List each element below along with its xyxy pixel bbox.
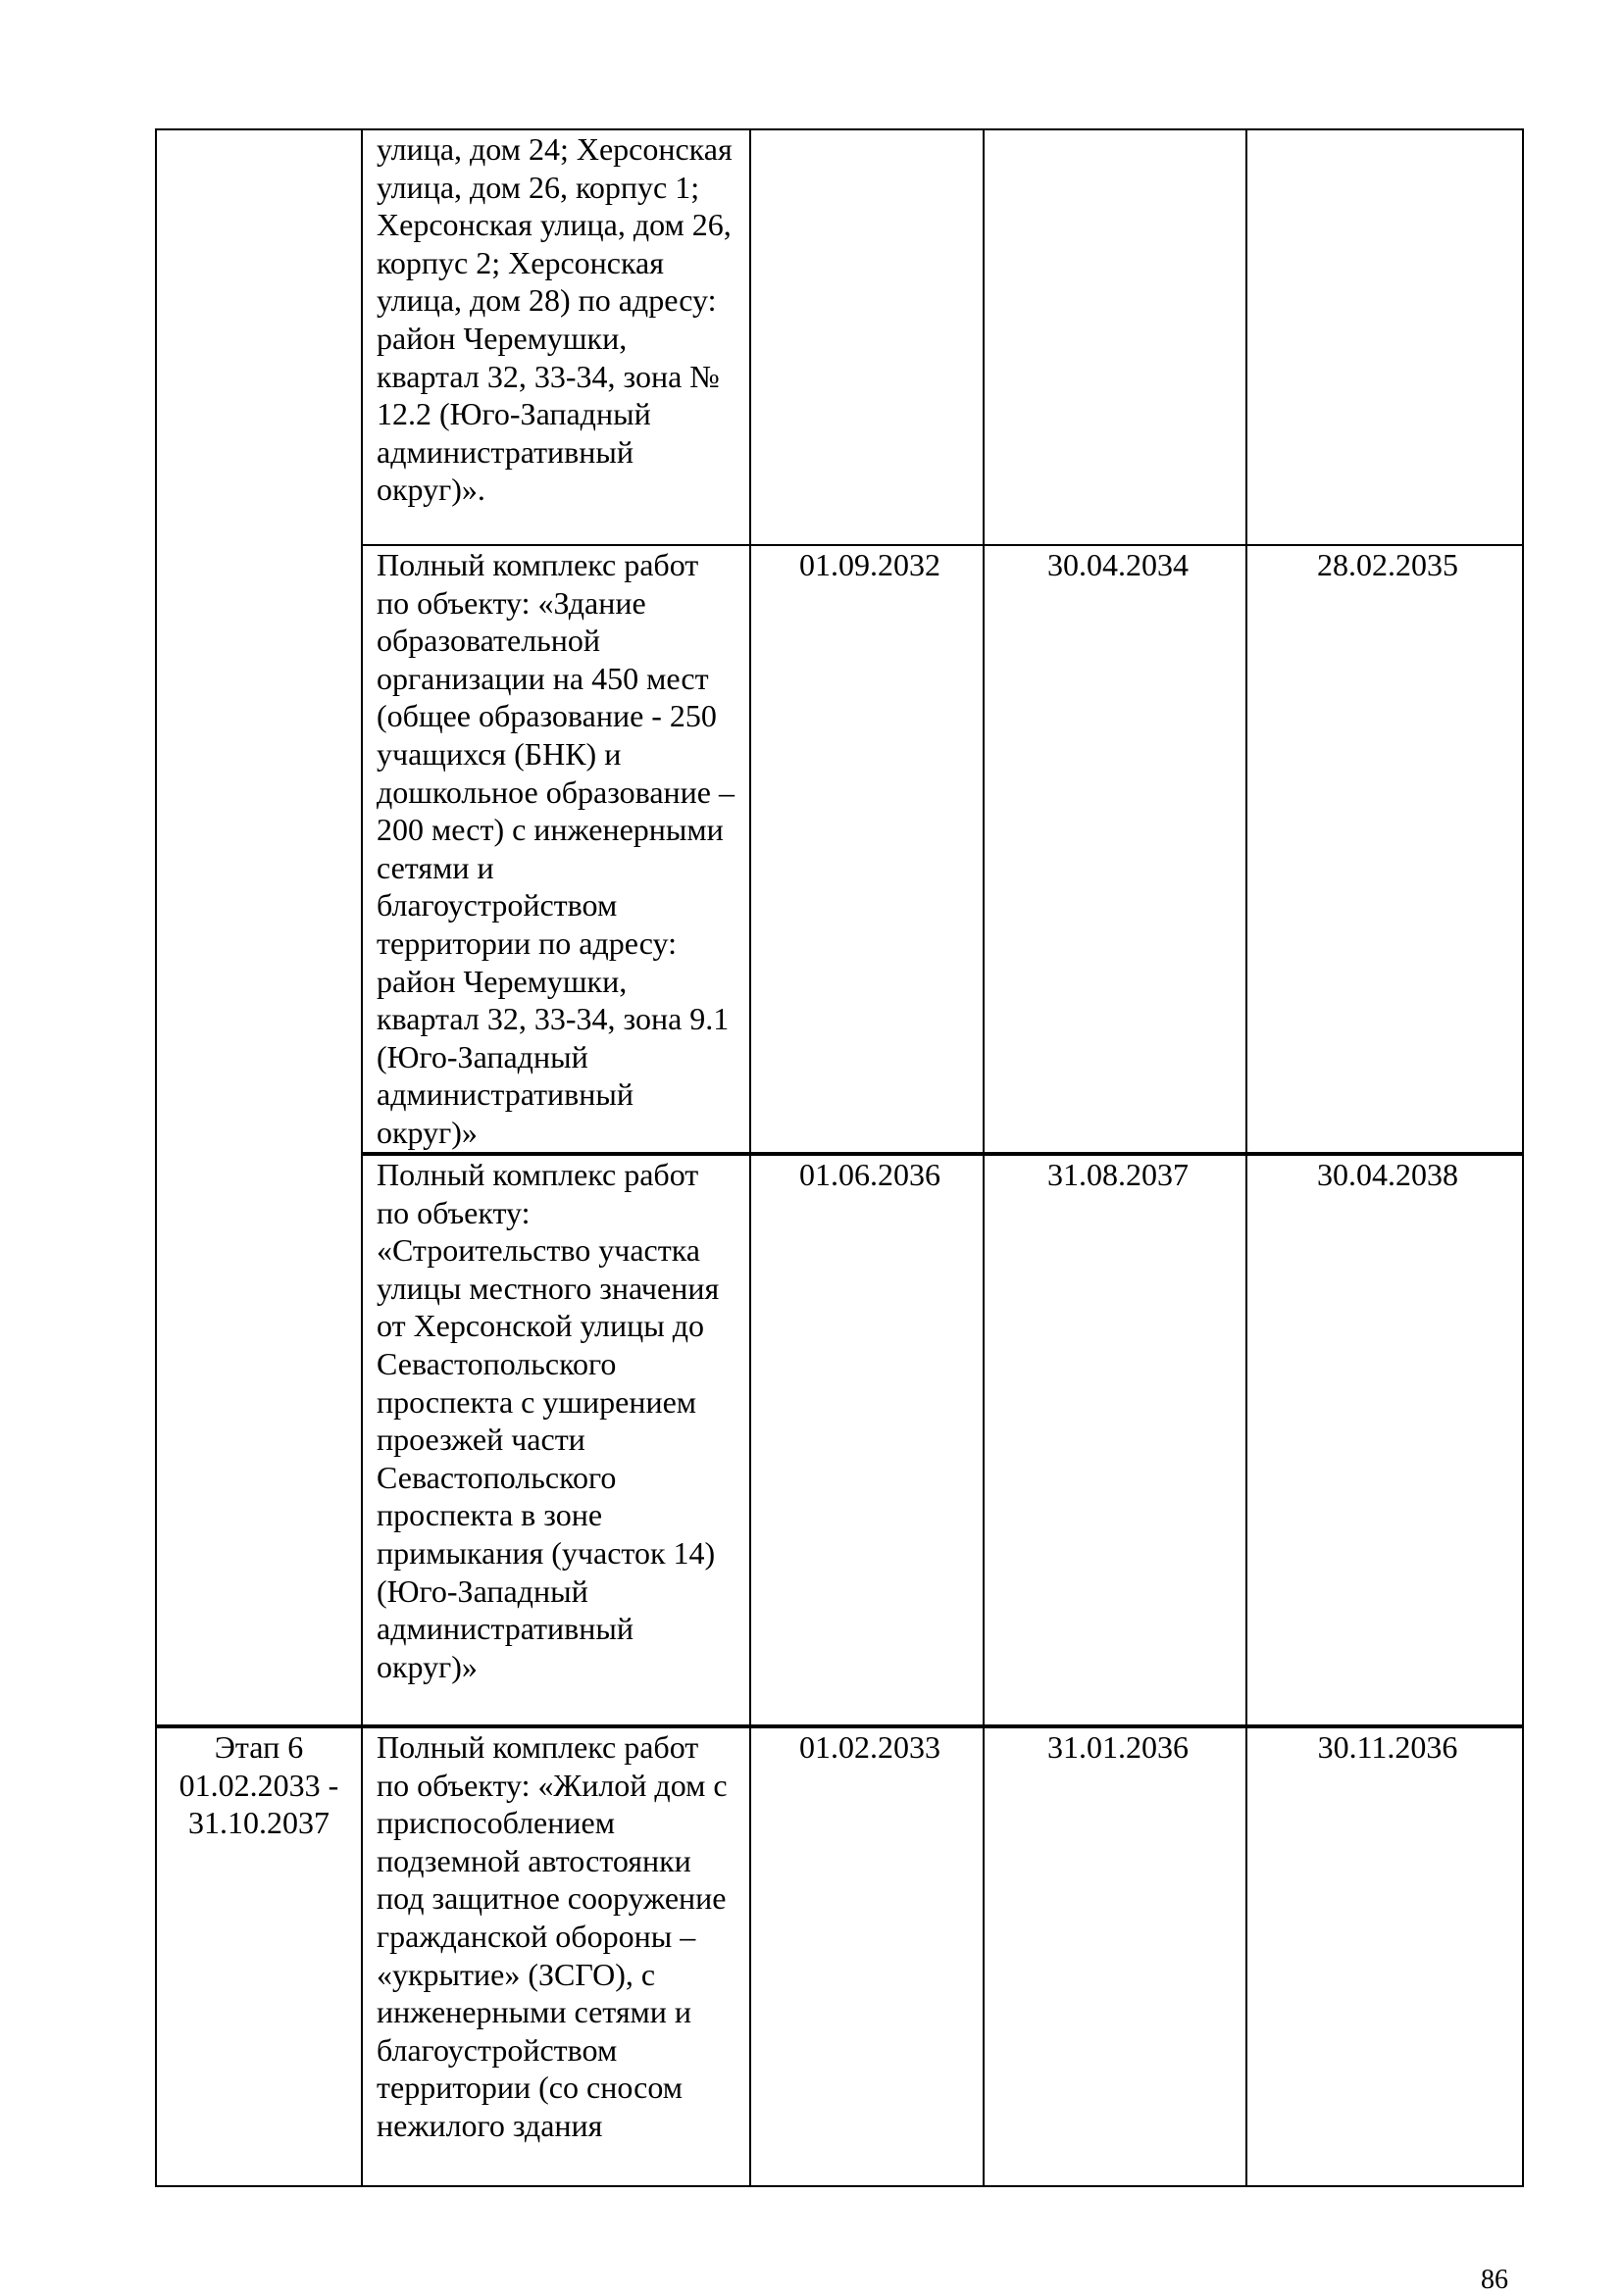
finish-date: 28.02.2035 [1317,547,1458,582]
end-date-cell [984,545,1246,1154]
work-description: Полный комплекс работ по объекту: «Здание образовательной организации на 450 мест (общее образование - 250 учащихся (БНК) и дошкольное образование – 200 мест) с инженерными сетями и благоустройством территории по адресу: район Черемушки, квартал 32, 33-34, зона 9.1 (Юго-Западный административный округ)» [377,547,735,1150]
end-date: 31.01.2036 [1047,1729,1189,1765]
end-date: 30.04.2034 [1047,547,1189,582]
schedule-table [155,128,1524,2187]
finish-date-cell [1246,1154,1523,1726]
start-date: 01.02.2033 [799,1729,940,1765]
work-description-cell [362,1154,750,1726]
table-row [156,545,1523,1154]
start-date-cell [750,545,984,1154]
stage-cell [156,1726,362,2186]
work-description-cell [362,129,750,545]
work-description: улица, дом 24; Херсонская улица, дом 26, корпус 1; Херсонская улица, дом 26, корпус 2; Херсонская улица, дом 28) по адресу: район Черемушки, квартал 32, 33-34, зона № 12.2 (Юго-Западный административный округ)». [377,131,733,508]
end-date-cell [984,1726,1246,2186]
finish-date: 30.11.2036 [1317,1729,1458,1765]
table-row [156,129,1523,545]
finish-date: 30.04.2038 [1317,1157,1458,1192]
end-date: 31.08.2037 [1047,1157,1189,1192]
start-date-cell [750,129,984,545]
page-number: 86 [1481,2265,1508,2295]
start-date-cell [750,1154,984,1726]
end-date-cell [984,1154,1246,1726]
start-date: 01.06.2036 [799,1157,940,1192]
stage-cell-empty [156,129,362,1726]
start-date: 01.09.2032 [799,547,940,582]
work-description: Полный комплекс работ по объекту: «Жилой дом с приспособлением подземной автостоянки под защитное сооружение гражданской обороны – «укрытие» (ЗСГО), с инженерными сетями и благоустройством территории (со сносом нежилого здания [377,1729,728,2143]
work-description: Полный комплекс работ по объекту: «Строительство участка улицы местного значения от Херсонской улицы до Севастопольского проспекта с уширением проезжей части Севастопольского проспекта в зоне примыкания (участок 14) (Юго-Западный административный округ)» [377,1157,720,1684]
finish-date-cell [1246,1726,1523,2186]
table-row [156,1726,1523,2186]
stage-label: Этап 6 01.02.2033 - 31.10.2037 [178,1729,339,1841]
table-row [156,1154,1523,1726]
finish-date-cell [1246,129,1523,545]
end-date-cell [984,129,1246,545]
work-description-cell [362,1726,750,2186]
work-description-cell [362,545,750,1154]
start-date-cell [750,1726,984,2186]
finish-date-cell [1246,545,1523,1154]
